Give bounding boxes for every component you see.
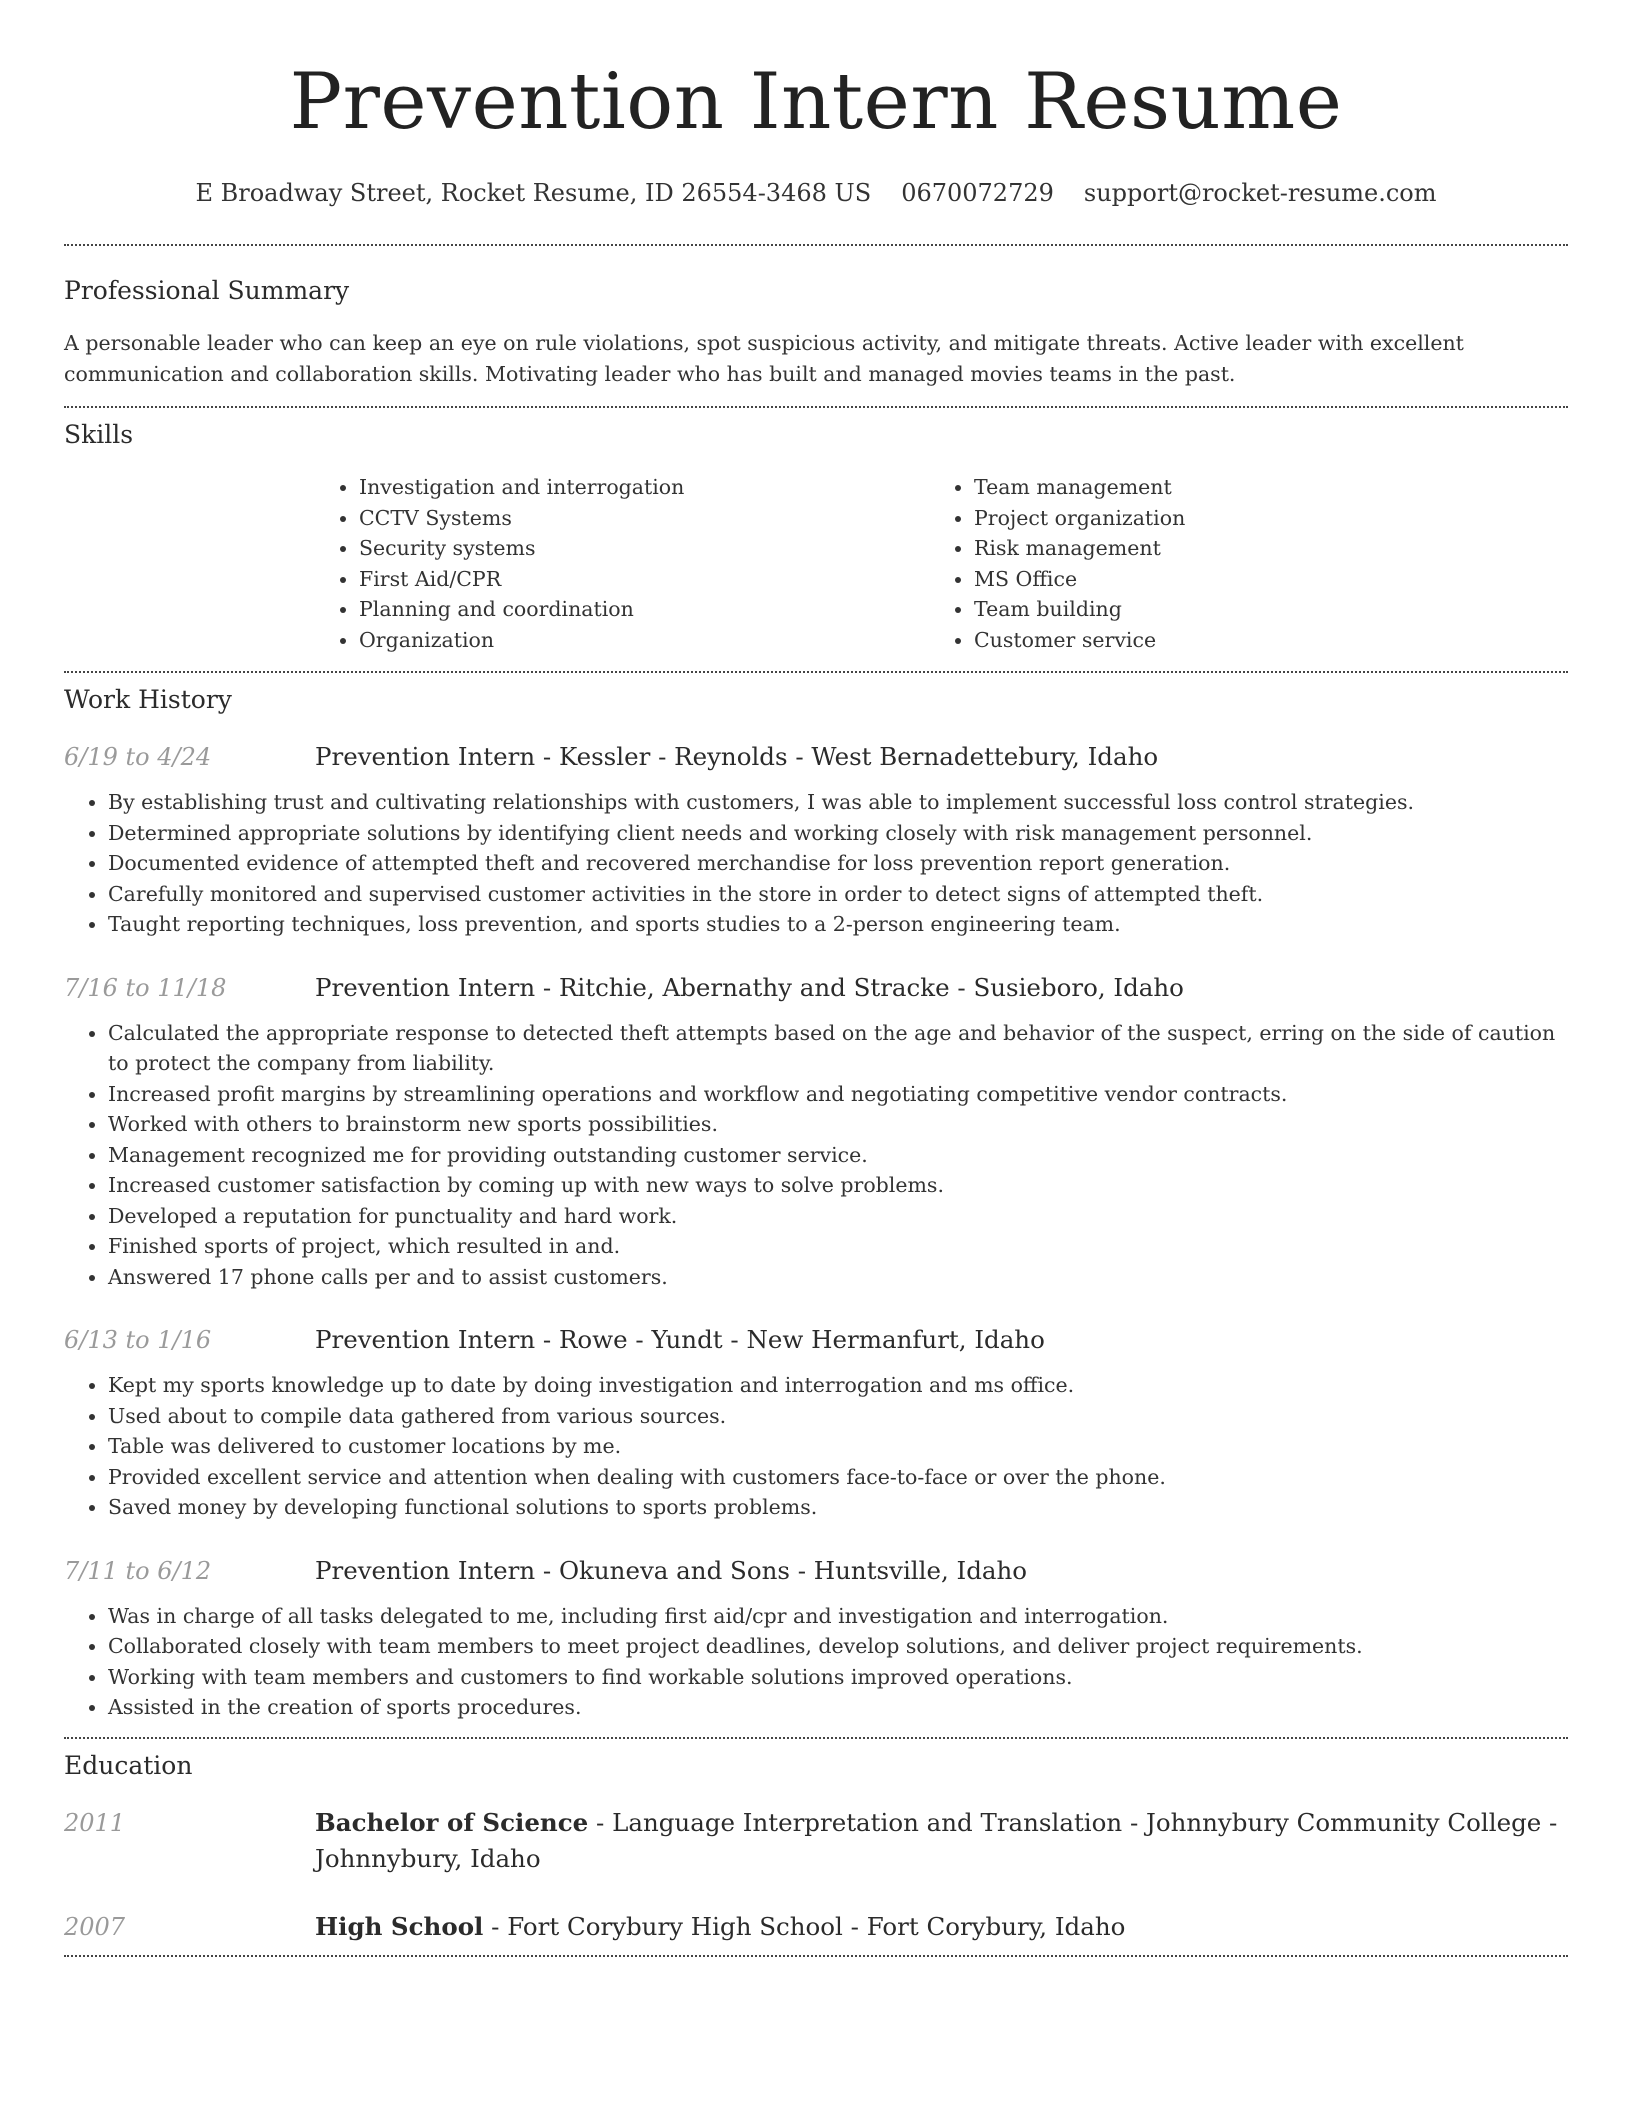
skill-item: • Customer service	[974, 625, 1545, 656]
education-details: - Language Interpretation and Translation - Johnnybury Community College - Johnnybury, Idaho	[315, 1807, 1558, 1873]
job-bullets	[64, 1018, 1568, 1293]
skills-grid	[315, 472, 1568, 655]
resume-title: Prevention Intern Resume	[289, 57, 1343, 147]
job-header	[64, 1322, 1568, 1358]
education-degree: Bachelor of Science	[315, 1807, 589, 1837]
skills-list-left	[315, 472, 930, 655]
job-header	[64, 970, 1568, 1006]
job-bullet: • Provided excellent service and attention when dealing with customers face-to-face or over the phone.	[108, 1462, 1568, 1493]
skill-item: • Project organization	[974, 503, 1545, 534]
job-bullet: • Increased customer satisfaction by coming up with new ways to solve problems.	[108, 1170, 1568, 1201]
job-bullet: • Used about to compile data gathered from various sources.	[108, 1401, 1568, 1432]
job-bullet: • Collaborated closely with team members to meet project deadlines, develop solutions, and deliver project requirements.	[108, 1631, 1568, 1662]
job-dates: 6/13 to 1/16	[64, 1326, 212, 1354]
contact-line	[64, 176, 1568, 210]
contact-address: E Broadway Street, Rocket Resume, ID 26554-3468 US	[195, 179, 872, 207]
job-bullets	[64, 1370, 1568, 1523]
job-bullet: • Answered 17 phone calls per and to assist customers.	[108, 1262, 1568, 1293]
skill-item: • Organization	[359, 625, 930, 656]
skill-item: • Security systems	[359, 533, 930, 564]
job-bullet: • Was in charge of all tasks delegated to me, including first aid/cpr and investigation and interrogation.	[108, 1601, 1568, 1632]
job-bullet: • Table was delivered to customer locations by me.	[108, 1431, 1568, 1462]
job-bullet: • Calculated the appropriate response to detected theft attempts based on the age and behavior of the suspect, erring on the side of caution to protect the company from liability.	[108, 1018, 1568, 1079]
contact-email: support@rocket-resume.com	[1083, 179, 1437, 207]
job-bullet: • Assisted in the creation of sports procedures.	[108, 1692, 1568, 1723]
work-history-section	[64, 673, 1568, 1723]
job-bullet: • Determined appropriate solutions by identifying client needs and working closely with risk management personnel.	[108, 818, 1568, 849]
skill-item: • MS Office	[974, 564, 1545, 595]
summary-section	[64, 246, 1568, 390]
skill-item: • First Aid/CPR	[359, 564, 930, 595]
section-title-education: Education	[64, 1750, 193, 1780]
job-bullets	[64, 1601, 1568, 1723]
skill-item: • Team management	[974, 472, 1545, 503]
job-entry	[64, 1322, 1568, 1523]
job-bullet: • Taught reporting techniques, loss prevention, and sports studies to a 2-person engineering team.	[108, 909, 1568, 940]
education-year: 2011	[64, 1808, 126, 1837]
job-dates: 7/16 to 11/18	[64, 973, 227, 1002]
section-divider	[64, 1955, 1568, 1957]
skill-item: • Investigation and interrogation	[359, 472, 930, 503]
skill-item: • Risk management	[974, 533, 1545, 564]
job-bullet: • Working with team members and customers to find workable solutions improved operations.	[108, 1662, 1568, 1693]
job-title: Prevention Intern - Rowe - Yundt - New Hermanfurt, Idaho	[315, 1325, 1045, 1354]
education-entry	[64, 1909, 1568, 1945]
skill-item: • CCTV Systems	[359, 503, 930, 534]
job-bullet: • Documented evidence of attempted theft and recovered merchandise for loss prevention report generation.	[108, 848, 1568, 879]
job-bullet: • Management recognized me for providing outstanding customer service.	[108, 1140, 1568, 1171]
job-header	[64, 1553, 1568, 1589]
skills-section	[64, 408, 1568, 655]
job-bullet: • Worked with others to brainstorm new sports possibilities.	[108, 1109, 1568, 1140]
education-title	[315, 1909, 1568, 1945]
education-entry	[64, 1805, 1568, 1877]
job-bullet: • Developed a reputation for punctuality and hard work.	[108, 1201, 1568, 1232]
job-title: Prevention Intern - Kessler - Reynolds - West Bernadettebury, Idaho	[315, 742, 1159, 771]
job-dates: 7/11 to 6/12	[64, 1556, 212, 1585]
job-bullet: • Carefully monitored and supervised customer activities in the store in order to detect signs of attempted theft.	[108, 879, 1568, 910]
job-header	[64, 739, 1568, 775]
job-bullet: • Saved money by developing functional solutions to sports problems.	[108, 1492, 1568, 1523]
job-entry	[64, 970, 1568, 1293]
summary-text: A personable leader who can keep an eye on rule violations, spot suspicious activity, and mitigate threats. Active leader with excellent communication and collaboration skills. Motivating leader who has built and managed movies teams in the past.	[64, 331, 1464, 386]
job-dates: 6/19 to 4/24	[64, 743, 212, 771]
job-bullets	[64, 787, 1568, 940]
education-details: - Fort Corybury High School - Fort Corybury, Idaho	[483, 1911, 1126, 1941]
job-entry	[64, 1553, 1568, 1723]
skill-item: • Planning and coordination	[359, 594, 930, 625]
section-title-skills: Skills	[64, 420, 134, 449]
job-title: Prevention Intern - Ritchie, Abernathy and Stracke - Susieboro, Idaho	[315, 972, 1184, 1002]
job-bullet: • Increased profit margins by streamlining operations and workflow and negotiating competitive vendor contracts.	[108, 1079, 1568, 1110]
job-entry	[64, 739, 1568, 940]
section-title-work-history: Work History	[64, 685, 232, 714]
job-bullet: • By establishing trust and cultivating relationships with customers, I was able to implement successful loss control strategies.	[108, 787, 1568, 818]
education-title	[315, 1805, 1568, 1877]
job-bullet: • Kept my sports knowledge up to date by doing investigation and interrogation and ms office.	[108, 1370, 1568, 1401]
education-section	[64, 1739, 1568, 1945]
skills-list-right	[930, 472, 1545, 655]
job-bullet: • Finished sports of project, which resulted in and.	[108, 1231, 1568, 1262]
skill-item: • Team building	[974, 594, 1545, 625]
education-degree: High School	[315, 1911, 484, 1941]
section-title-summary: Professional Summary	[64, 276, 350, 305]
education-year: 2007	[64, 1912, 126, 1941]
contact-phone: 0670072729	[901, 179, 1054, 207]
job-title: Prevention Intern - Okuneva and Sons - Huntsville, Idaho	[315, 1555, 1028, 1585]
